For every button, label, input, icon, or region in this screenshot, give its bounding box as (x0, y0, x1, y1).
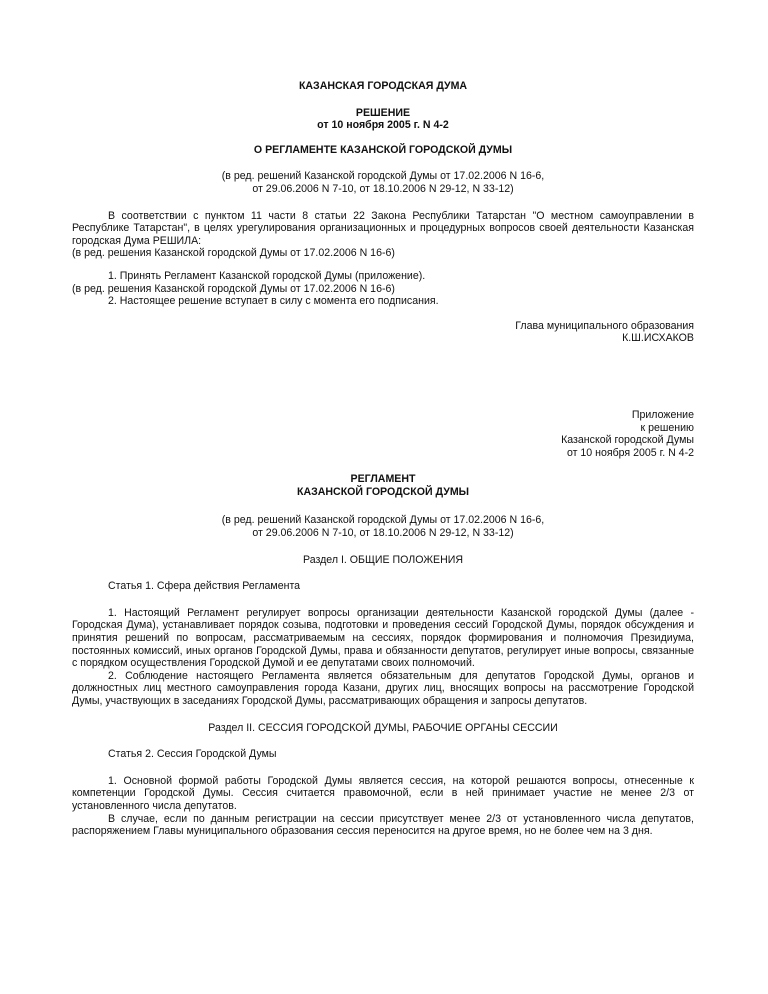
edits-note-line2: от 29.06.2006 N 7-10, от 18.10.2006 N 29-12, N 33-12) (252, 182, 514, 195)
reglament-title-2: КАЗАНСКОЙ ГОРОДСКОЙ ДУМЫ (296, 485, 470, 498)
document-body (72, 80, 694, 838)
appendix-line-3: Казанской городской Думы (561, 434, 694, 447)
article-1-para-2: 2. Соблюдение настоящего Регламента является обязательным для депутатов Городской Думы, органов и должностных лиц местного самоуправления города Казани, других лиц, вносящих вопросы на рассмотрение Городской Думы, участвующих в заседаниях Городской Думы, рассматривающих обращения и запросы депутатов. (72, 669, 694, 707)
section-1-heading: Раздел I. ОБЩИЕ ПОЛОЖЕНИЯ (303, 553, 463, 566)
doc-date: от 10 ноября 2005 г. N 4-2 (317, 119, 449, 132)
section-2-heading: Раздел II. СЕССИЯ ГОРОДСКОЙ ДУМЫ, РАБОЧИЕ ОРГАНЫ СЕССИИ (208, 721, 558, 734)
appendix-line-4: от 10 ноября 2005 г. N 4-2 (566, 446, 694, 459)
article-2-para-2: В случае, если по данным регистрации на сессии присутствует менее 2/3 от установленного числа депутатов, распоряжением Главы муниципального образования сессия переносится на другое время, но не более чем на 3 дня. (72, 812, 694, 838)
decision-item-1-note: (в ред. решения Казанской городской Думы от 17.02.2006 N 16-6) (72, 282, 395, 295)
preamble-edit-note: (в ред. решения Казанской городской Думы от 17.02.2006 N 16-6) (72, 247, 395, 260)
article-2-para-1: 1. Основной формой работы Городской Думы является сессия, на которой решаются вопросы, отнесенные к компетенции Городской Думы. Сессия считается правомочной, если в ней принимает участие не менее 2/3 от установленного числа депутатов. (72, 774, 694, 812)
signature-position: Глава муниципального образования (515, 319, 694, 332)
doc-type: РЕШЕНИЕ (355, 106, 411, 119)
reglament-edits-line2: от 29.06.2006 N 7-10, от 18.10.2006 N 29-12, N 33-12) (252, 527, 514, 540)
article-1-heading: Статья 1. Сфера действия Регламента (108, 580, 301, 593)
org-name: КАЗАНСКАЯ ГОРОДСКАЯ ДУМА (298, 80, 468, 92)
article-2-heading: Статья 2. Сессия Городской Думы (108, 748, 277, 761)
article-1-para-1: 1. Настоящий Регламент регулирует вопросы организации деятельности Казанской городской Думы (далее - Городская Дума), устанавливает порядок созыва, подготовки и проведения сессий Городской Думы, порядок обсуждения и принятия решений по вопросам, рассматриваемым на сессиях, порядок формирования и полномочия Президиума, постоянных комиссий, иных органов Городской Думы, права и обязанности депутатов, регулирует иные вопросы, связанные с порядком осуществления Городской Думой и ее депутатами своих полномочий. (72, 606, 694, 670)
signature-name: К.Ш.ИСХАКОВ (622, 332, 694, 345)
decision-item-2: 2. Настоящее решение вступает в силу с момента его подписания. (108, 295, 439, 308)
edits-note-line1: (в ред. решений Казанской городской Думы от 17.02.2006 N 16-6, (221, 170, 545, 183)
appendix-line-2: к решению (640, 421, 694, 434)
preamble-text: В соответствии с пунктом 11 части 8 статьи 22 Закона Республики Татарстан "О местном самоуправлении в Республике Татарстан", в целях урегулирования организационных и процедурных вопросов своей деятельности Казанская городская Дума РЕШИЛА: (72, 209, 694, 247)
doc-title: О РЕГЛАМЕНТЕ КАЗАНСКОЙ ГОРОДСКОЙ ДУМЫ (253, 143, 513, 156)
reglament-title-1: РЕГЛАМЕНТ (350, 473, 416, 486)
reglament-edits-line1: (в ред. решений Казанской городской Думы от 17.02.2006 N 16-6, (221, 514, 545, 527)
decision-item-1: 1. Принять Регламент Казанской городской Думы (приложение). (108, 269, 426, 282)
appendix-line-1: Приложение (631, 408, 694, 421)
